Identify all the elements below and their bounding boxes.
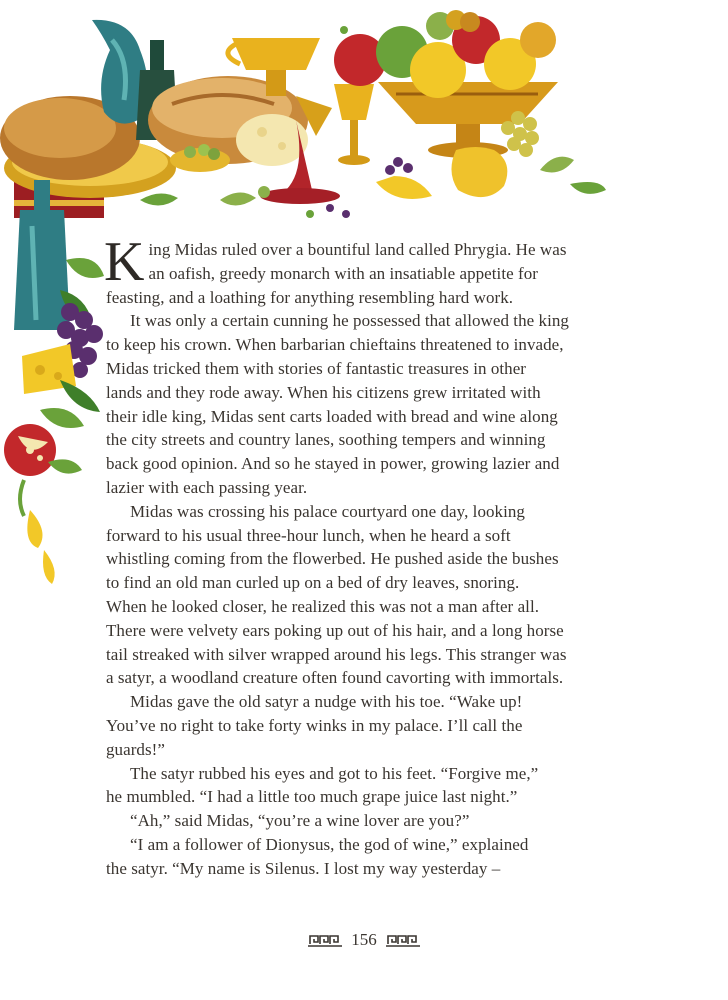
text-line: to find an old man curled up on a bed of dry leaves, snoring.	[106, 573, 520, 593]
drop-cap: K	[104, 231, 145, 293]
text-line: Midas was crossing his palace courtyard one day, looking	[130, 501, 525, 521]
text-line: Midas gave the old satyr a nudge with his toe. “Wake up!	[130, 692, 523, 712]
text-line: lands and they rode away. When his citizens grew irritated with	[106, 382, 541, 402]
paragraph	[106, 309, 618, 499]
text-line: feasting, and a loathing for anything resembling hard work.	[106, 287, 514, 307]
text-line: tail streaked with silver wrapped around his legs. This stranger was	[106, 644, 567, 664]
paragraph	[106, 762, 618, 810]
paragraph	[106, 286, 618, 310]
text-line: the satyr. “My name is Silenus. I lost my way yesterday –	[106, 858, 501, 878]
text-line: “I am a follower of Dionysus, the god of wine,” explained	[130, 834, 529, 854]
text-line: guards!”	[106, 739, 165, 759]
text-line: the city streets and country lanes, soothing tempers and winning	[106, 430, 546, 450]
text-line: You’ve no right to take forty winks in my palace. I’ll call the	[106, 715, 523, 735]
greek-key-ornament-left	[307, 933, 343, 947]
paragraph	[106, 690, 618, 761]
text-line: whistling coming from the flowerbed. He pushed aside the bushes	[106, 549, 559, 569]
text-line: their idle king, Midas sent carts loaded with bread and wine along	[106, 406, 558, 426]
text-line: It was only a certain cunning he possessed that allowed the king	[130, 311, 569, 331]
opening-paragraph	[104, 231, 618, 293]
text-line: “Ah,” said Midas, “you’re a wine lover are you?”	[130, 811, 470, 831]
paragraph	[106, 809, 618, 833]
text-line: an oafish, greedy monarch with an insatiable appetite for	[148, 263, 538, 283]
text-line: he mumbled. “I had a little too much grape juice last night.”	[106, 787, 518, 807]
story-text	[104, 231, 618, 881]
text-line: to keep his crown. When barbarian chieftains threatened to invade,	[106, 335, 564, 355]
greek-key-ornament-right	[385, 933, 421, 947]
text-line: back good opinion. And so he stayed in power, growing lazier and	[106, 454, 560, 474]
story-paragraphs	[106, 286, 618, 881]
paragraph	[106, 833, 618, 881]
page-number: 156	[351, 930, 377, 949]
text-line: The satyr rubbed his eyes and got to his feet. “Forgive me,”	[130, 763, 539, 783]
text-line: ing Midas ruled over a bountiful land called Phrygia. He was	[148, 240, 567, 259]
text-line: There were velvety ears poking up out of his hair, and a long horse	[106, 620, 564, 640]
text-line: forward to his usual three-hour lunch, when he heard a soft	[106, 525, 511, 545]
wine-and-grapes-illustration	[0, 180, 110, 600]
text-line: lazier with each passing year.	[106, 477, 308, 497]
page-footer	[0, 928, 728, 952]
paragraph	[106, 500, 618, 690]
text-line: a satyr, a woodland creature often found cavorting with immortals.	[106, 668, 564, 688]
text-line: Midas tricked them with stories of fantastic treasures in other	[106, 358, 527, 378]
text-line: When he looked closer, he realized this was not a man after all.	[106, 596, 540, 616]
